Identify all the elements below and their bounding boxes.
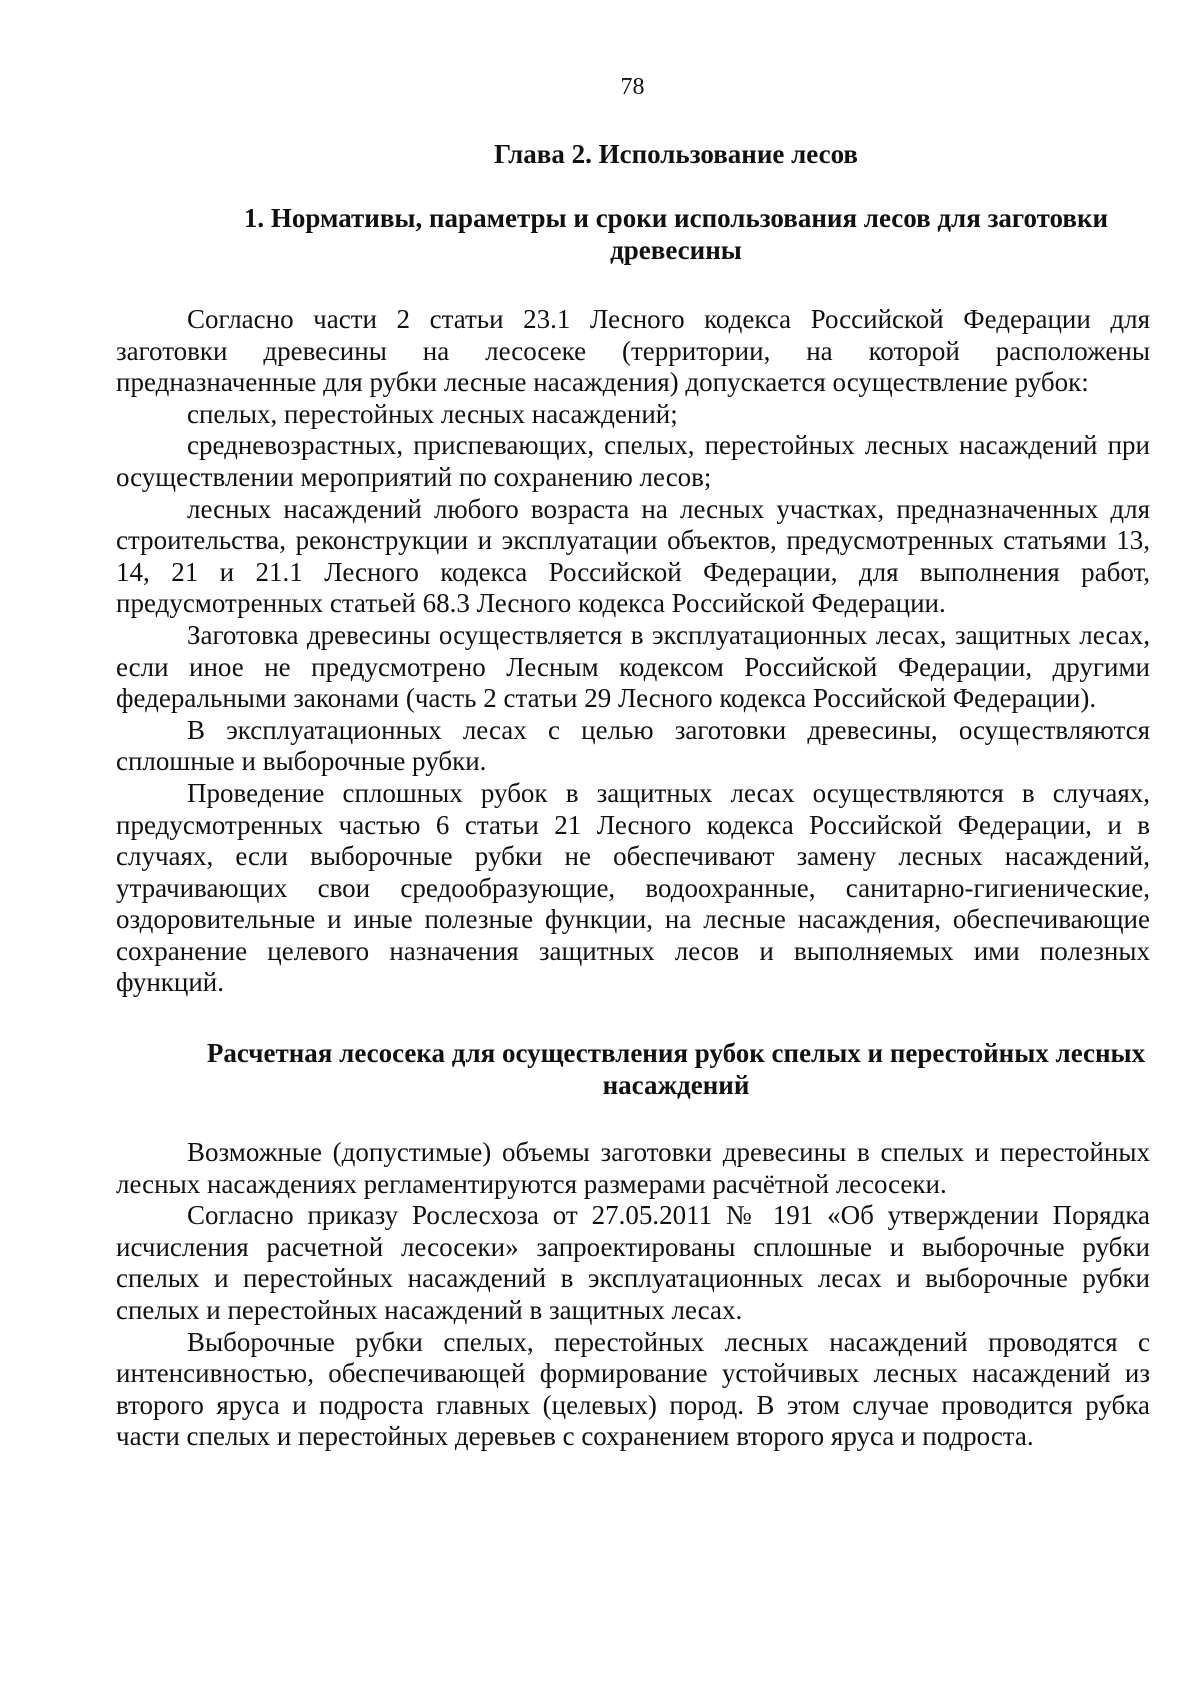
paragraph: В эксплуатационных лесах с целью заготовки древесины, осуществляются сплошные и выборочные рубки. [116,714,1150,777]
paragraph: Согласно части 2 статьи 23.1 Лесного кодекса Российской Федерации для заготовки древесины на лесосеке (территории, на которой расположены предназначенные для рубки лесные насаждения) допускается осуществление рубок: [116,304,1150,398]
paragraph: Выборочные рубки спелых, перестойных лесных насаждений проводятся с интенсивностью, обеспечивающей формирование устойчивых лесных насаждений из второго яруса и подроста главных (целевых) пород. В этом случае проводится рубка части спелых и перестойных деревьев с сохранением второго яруса и подроста. [116,1326,1150,1452]
paragraph: Заготовка древесины осуществляется в эксплуатационных лесах, защитных лесах, если иное не предусмотрено Лесным кодексом Российской Федерации, другими федеральными законами (часть 2 статьи 29 Лесного кодекса Российской Федерации). [116,619,1150,714]
paragraph: Проведение сплошных рубок в защитных лесах осуществляются в случаях, предусмотренных частью 6 статьи 21 Лесного кодекса Российской Федерации, и в случаях, если выборочные рубки не обеспечивают замену лесных насаждений, утрачивающих свои средообразующие, водоохранные, санитарно-гигиенические, оздоровительные и иные полезные функции, на лесные насаждения, обеспечивающие сохранение целевого назначения защитных лесов и выполняемых ими полезных функций. [116,777,1150,998]
page-content [116,138,1150,1453]
paragraph: средневозрастных, приспевающих, спелых, перестойных лесных насаждений при осуществлении мероприятий по сохранению лесов; [116,430,1150,492]
page-number: 78 [620,74,645,100]
section-title: 1. Нормативы, параметры и сроки использования лесов для заготовки древесины [243,203,1109,265]
paragraph: Согласно приказу Рослесхоза от 27.05.2011 № 191 «Об утверждении Порядка исчисления расчетной лесосеки» запроектированы сплошные и выборочные рубки спелых и перестойных насаждений в эксплуатационных лесах и выборочные рубки спелых и перестойных насаждений в защитных лесах. [116,1200,1150,1326]
section-body [116,304,1150,999]
chapter-title: Глава 2. Использование лесов [493,139,859,169]
paragraph: лесных насаждений любого возраста на лесных участках, предназначенных для строительства, реконструкции и эксплуатации объектов, предусмотренных статьями 13, 14, 21 и 21.1 Лесного кодекса Российской Федерации, для выполнения работ, предусмотренных статьей 68.3 Лесного кодекса Российской Федерации. [116,493,1150,619]
paragraph: Возможные (допустимые) объемы заготовки древесины в спелых и перестойных лесных насаждениях регламентируются размерами расчётной лесосеки. [116,1137,1150,1199]
paragraph: спелых, перестойных лесных насаждений; [187,398,678,429]
subsection-title: Расчетная лесосека для осуществления рубок спелых и перестойных лесных насаждений [206,1038,1146,1101]
subsection-body [116,1137,1150,1453]
